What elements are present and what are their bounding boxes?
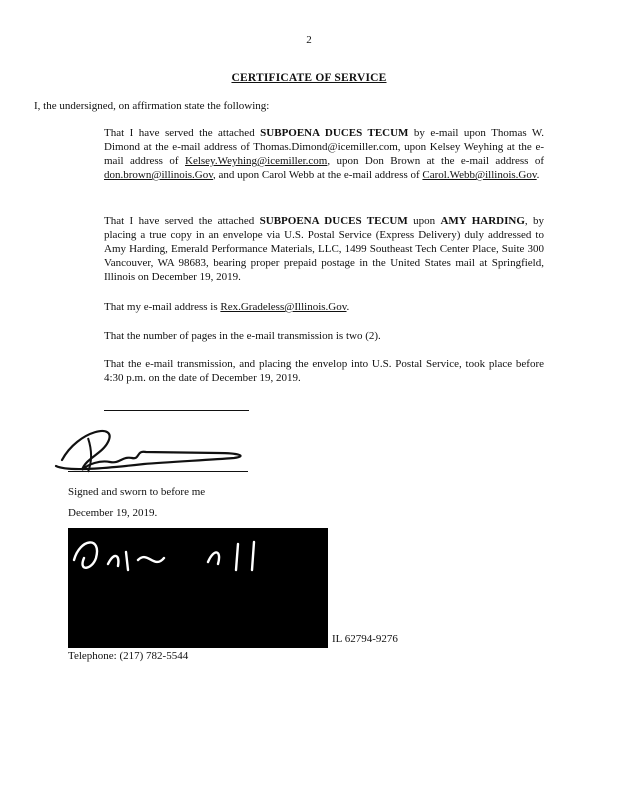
intro-statement: I, the undersigned, on affirmation state the following:: [34, 100, 270, 112]
signed-sworn-text: Signed and sworn to before me: [68, 486, 206, 498]
email-link[interactable]: Rex.Gradeless@Illinois.Gov: [220, 301, 347, 313]
paragraph-email-service: [104, 126, 544, 182]
sworn-date: December 19, 2019.: [68, 507, 158, 519]
email-link[interactable]: don.brown@illinois.Gov: [104, 169, 214, 181]
blank-signature-line: [104, 410, 249, 411]
text: .: [346, 301, 350, 313]
text: , by placing a true copy in an envelope via U.S. Postal Service (Express Delivery) duly addressed to Amy Harding, Emerald Performance Materials, LLC, 1499 Southeast Tech Center Place, Suite 300 Vancouver, WA 98683, bearing proper prepaid postage in the United States mail at Springfield, Illinois on December 19, 2019.: [104, 215, 545, 283]
paragraph-my-email: [104, 300, 544, 314]
document-name: SUBPOENA DUCES TECUM: [260, 127, 409, 139]
text: by e-mail upon Thomas W. Dimond at the e-mail address of Thomas.Dimond@icemiller.com, upon Kelsey Weyhing at the e-mail address of: [104, 127, 545, 167]
notary-signature-image: [68, 530, 368, 590]
text: upon: [407, 215, 441, 227]
text: That my e-mail address is: [104, 301, 221, 313]
text: , upon Don Brown at the e-mail address of: [327, 155, 545, 167]
recipient-name: AMY HARDING: [440, 215, 525, 227]
address-zip: IL 62794-9276: [332, 633, 398, 645]
page-number: 2: [306, 34, 312, 46]
email-link[interactable]: Kelsey.Weyhing@icemiller.com: [185, 155, 328, 167]
document-title: CERTIFICATE OF SERVICE: [231, 72, 387, 84]
signature-line: [68, 471, 248, 472]
email-link[interactable]: Carol.Webb@illinois.Gov: [422, 169, 537, 181]
text: That I have served the attached: [104, 127, 261, 139]
text: That I have served the attached: [104, 215, 260, 227]
text: , and upon Carol Webb at the e-mail address of: [213, 169, 423, 181]
paragraph-transmission-time: That the e-mail transmission, and placing the envelop into U.S. Postal Service, took place before 4:30 p.m. on the date of December 19, 2019.: [104, 358, 544, 384]
paragraph-mail-service: [104, 214, 544, 284]
telephone: Telephone: (217) 782-5544: [68, 650, 189, 662]
document-name: SUBPOENA DUCES TECUM: [259, 215, 408, 227]
paragraph-page-count: That the number of pages in the e-mail transmission is two (2).: [104, 330, 381, 342]
text: .: [536, 169, 540, 181]
